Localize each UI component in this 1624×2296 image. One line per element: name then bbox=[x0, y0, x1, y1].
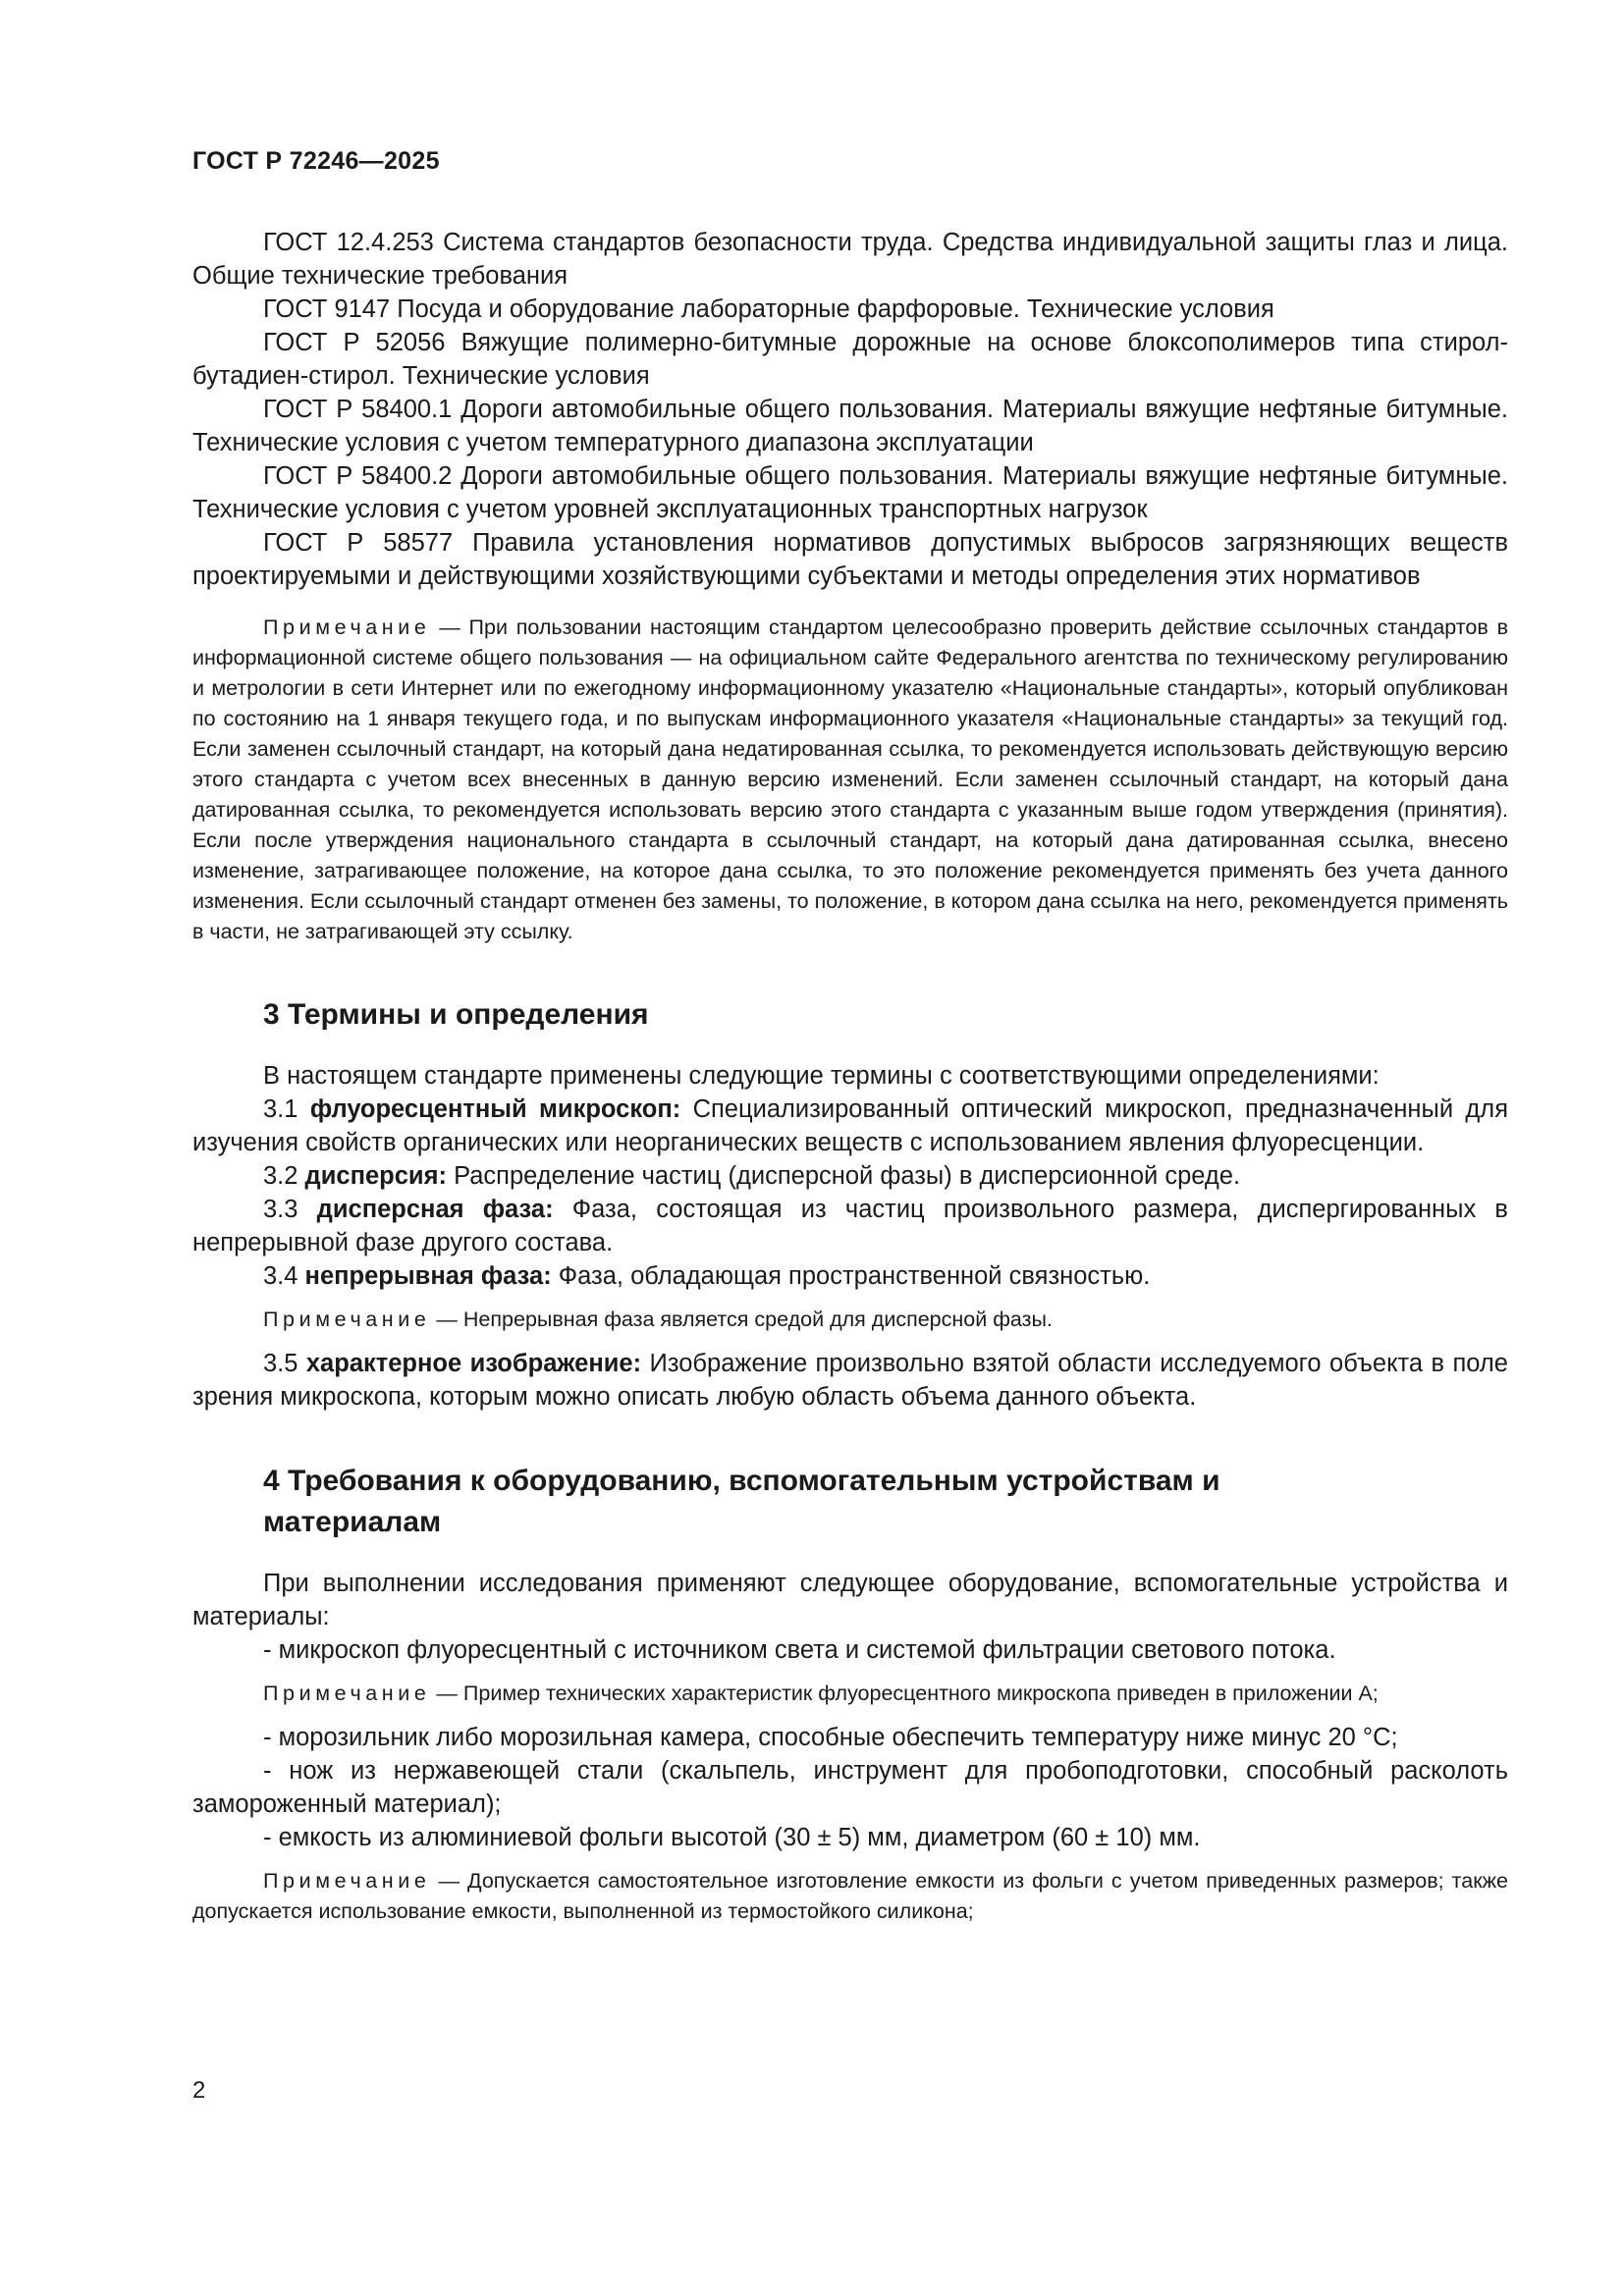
term-name: дисперсная фаза: bbox=[316, 1196, 554, 1223]
reference-gost-r-58577: ГОСТ Р 58577 Правила установления нормативов допустимых выбросов загрязняющих веществ проектируемыми и действующими хозяйствующими субъектами и методы определения этих нормативов bbox=[192, 529, 1508, 590]
term-name: флуоресцентный микроскоп: bbox=[309, 1095, 681, 1123]
note-references bbox=[192, 613, 1508, 947]
term-3-2 bbox=[192, 1159, 1508, 1193]
term-number: 3.5 bbox=[263, 1350, 306, 1377]
equipment-item-freezer: - морозильник либо морозильная камера, способные обеспечить температуру ниже минус 20 °С; bbox=[263, 1724, 1398, 1751]
term-3-4 bbox=[192, 1259, 1508, 1293]
note-text: При пользовании настоящим стандартом целесообразно проверить действие ссылочных стандартов в информационной системе общего пользования — на официальном сайте Федерального агентства по техническому регулированию и метрологии в сети Интернет или по ежегодному информационному указателю «Национальные стандарты», который опубликован по состоянию на 1 января текущего года, и по выпускам информационного указателя «Национальные стандарты» за текущий год. Если заменен ссылочный стандарт, на который дана недатированная ссылка, то рекомендуется использовать действующую версию этого стандарта с учетом всех внесенных в данную версию изменений. Если заменен ссылочный стандарт, на который дана датированная ссылка, то рекомендуется использовать версию этого стандарта с указанным выше годом утверждения (принятия). Если после утверждения национального стандарта в ссылочный стандарт, на который дана датированная ссылка, внесено изменение, затрагивающее положение, на которое дана ссылка, то это положение рекомендуется применять без учета данного изменения. Если ссылочный стандарт отменен без замены, то положение, в котором дана ссылка на него, рекомендуется применять в части, не затрагивающей эту ссылку. bbox=[192, 615, 1508, 943]
document-header: ГОСТ Р 72246—2025 bbox=[192, 147, 440, 175]
equipment-item-microscope: - микроскоп флуоресцентный с источником света и системой фильтрации светового потока. bbox=[263, 1636, 1336, 1664]
term-definition: Фаза, состоящая из частиц произвольного размера, диспергированных в непрерывной фазе другого состава. bbox=[192, 1196, 1508, 1256]
section-4-intro: При выполнении исследования применяют следующее оборудование, вспомогательные устройства и материалы: bbox=[192, 1570, 1508, 1630]
section-4-title: 4 Требования к оборудованию, вспомогательным устройствам и материалам bbox=[263, 1465, 1220, 1538]
note-continuous-phase bbox=[192, 1305, 1508, 1335]
term-number: 3.2 bbox=[263, 1162, 305, 1190]
note-text: Непрерывная фаза является средой для дисперсной фазы. bbox=[462, 1308, 1053, 1331]
note-label: Примечание bbox=[263, 1682, 431, 1705]
section-3-title: 3 Термины и определения bbox=[263, 998, 649, 1031]
note-separator: — bbox=[430, 1682, 463, 1705]
term-3-3 bbox=[192, 1193, 1508, 1259]
term-number: 3.1 bbox=[263, 1095, 310, 1123]
note-separator: — bbox=[430, 1308, 463, 1331]
term-name: непрерывная фаза: bbox=[304, 1262, 552, 1290]
section-3-intro: В настоящем стандарте применены следующие термины с соответствующими определениями: bbox=[263, 1062, 1380, 1090]
term-name: дисперсия: bbox=[304, 1162, 447, 1190]
term-number: 3.3 bbox=[263, 1196, 317, 1223]
note-text: Пример технических характеристик флуоресцентного микроскопа приведен в приложении А; bbox=[462, 1682, 1379, 1705]
note-text: Допускается самостоятельное изготовление емкости из фольги с учетом приведенных размеров; также допускается использование емкости, выполненной из термостойкого силикона; bbox=[192, 1869, 1508, 1923]
term-3-1 bbox=[192, 1093, 1508, 1159]
equipment-item-knife: - нож из нержавеющей стали (скальпель, инструмент для пробоподготовки, способный расколоть замороженный материал); bbox=[192, 1757, 1508, 1818]
equipment-item-foil-container: - емкость из алюминиевой фольги высотой (30 ± 5) мм, диаметром (60 ± 10) мм. bbox=[263, 1824, 1201, 1851]
term-name: характерное изображение: bbox=[305, 1350, 642, 1377]
term-number: 3.4 bbox=[263, 1262, 305, 1290]
term-definition: Фаза, обладающая пространственной связностью. bbox=[551, 1262, 1151, 1290]
reference-gost-r-58400-1: ГОСТ Р 58400.1 Дороги автомобильные общего пользования. Материалы вяжущие нефтяные битумные. Технические условия с учетом температурного диапазона эксплуатации bbox=[192, 396, 1508, 456]
note-separator: — bbox=[430, 615, 469, 639]
page-content bbox=[192, 226, 1508, 1927]
term-3-5 bbox=[192, 1347, 1508, 1414]
term-definition: Изображение произвольно взятой области исследуемого объекта в поле зрения микроскопа, которым можно описать любую область объема данного объекта. bbox=[192, 1350, 1508, 1411]
reference-gost-12-4-253: ГОСТ 12.4.253 Система стандартов безопасности труда. Средства индивидуальной защиты глаз и лица. Общие технические требования bbox=[192, 229, 1508, 290]
reference-gost-r-58400-2: ГОСТ Р 58400.2 Дороги автомобильные общего пользования. Материалы вяжущие нефтяные битумные. Технические условия с учетом уровней эксплуатационных транспортных нагрузок bbox=[192, 462, 1508, 523]
page-number: 2 bbox=[192, 2077, 206, 2104]
note-separator: — bbox=[430, 1869, 468, 1893]
reference-gost-r-52056: ГОСТ Р 52056 Вяжущие полимерно-битумные дорожные на основе блоксополимеров типа стирол-бутадиен-стирол. Технические условия bbox=[192, 329, 1508, 390]
note-label: Примечание bbox=[263, 1308, 431, 1331]
term-definition: Распределение частиц (дисперсной фазы) в дисперсионной среде. bbox=[446, 1162, 1241, 1190]
note-label: Примечание bbox=[263, 615, 431, 639]
note-microscope-specs bbox=[192, 1679, 1508, 1709]
note-label: Примечание bbox=[263, 1869, 431, 1893]
note-foil-container bbox=[192, 1866, 1508, 1927]
term-definition: Специализированный оптический микроскоп, предназначенный для изучения свойств органических или неорганических веществ с использованием явления флуоресценции. bbox=[192, 1095, 1508, 1156]
reference-gost-9147: ГОСТ 9147 Посуда и оборудование лабораторные фарфоровые. Технические условия bbox=[263, 295, 1274, 323]
